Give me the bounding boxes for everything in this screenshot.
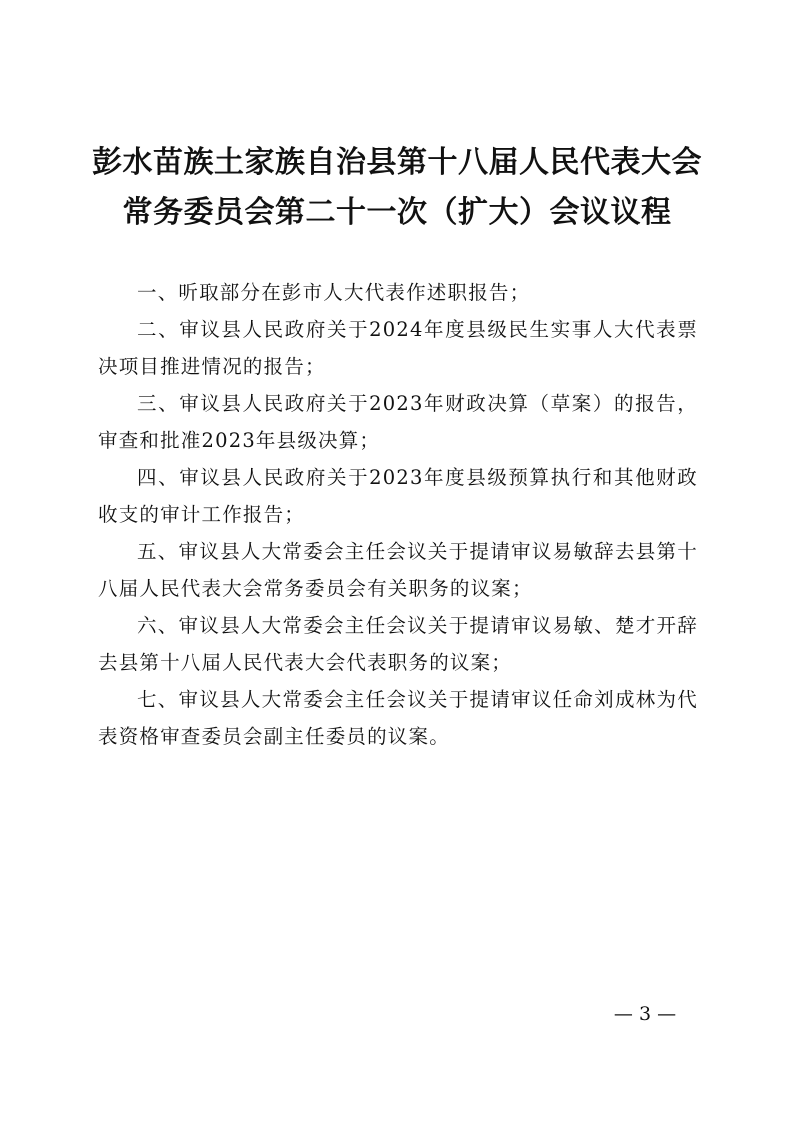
document-title <box>80 138 714 238</box>
title-line-1: 彭水苗族土家族自治县第十八届人民代表大会 <box>92 145 702 180</box>
agenda-item-7: 七、审议县人大常委会主任会议关于提请审议任命刘成林为代表资格审查委员会副主任委员的议案。 <box>98 688 698 748</box>
agenda-item-5: 五、审议县人大常委会主任会议关于提请审议易敏辞去县第十八届人民代表大会常务委员会有关职务的议案； <box>98 540 698 600</box>
agenda-list <box>98 274 698 755</box>
agenda-item-3: 三、审议县人民政府关于2023年财政决算（草案）的报告，审查和批准2023年县级决算； <box>98 392 698 452</box>
agenda-item-6: 六、审议县人大常委会主任会议关于提请审议易敏、楚才开辞去县第十八届人民代表大会代表职务的议案； <box>98 614 698 674</box>
agenda-item-4: 四、审议县人民政府关于2023年度县级预算执行和其他财政收支的审计工作报告； <box>98 466 698 526</box>
agenda-item-1: 一、听取部分在彭市人大代表作述职报告； <box>137 281 531 304</box>
page-number: — 3 — <box>613 1003 677 1025</box>
agenda-item-2: 二、审议县人民政府关于2024年度县级民生实事人大代表票决项目推进情况的报告； <box>98 318 698 378</box>
title-line-2: 常务委员会第二十一次（扩大）会议议程 <box>122 195 672 230</box>
